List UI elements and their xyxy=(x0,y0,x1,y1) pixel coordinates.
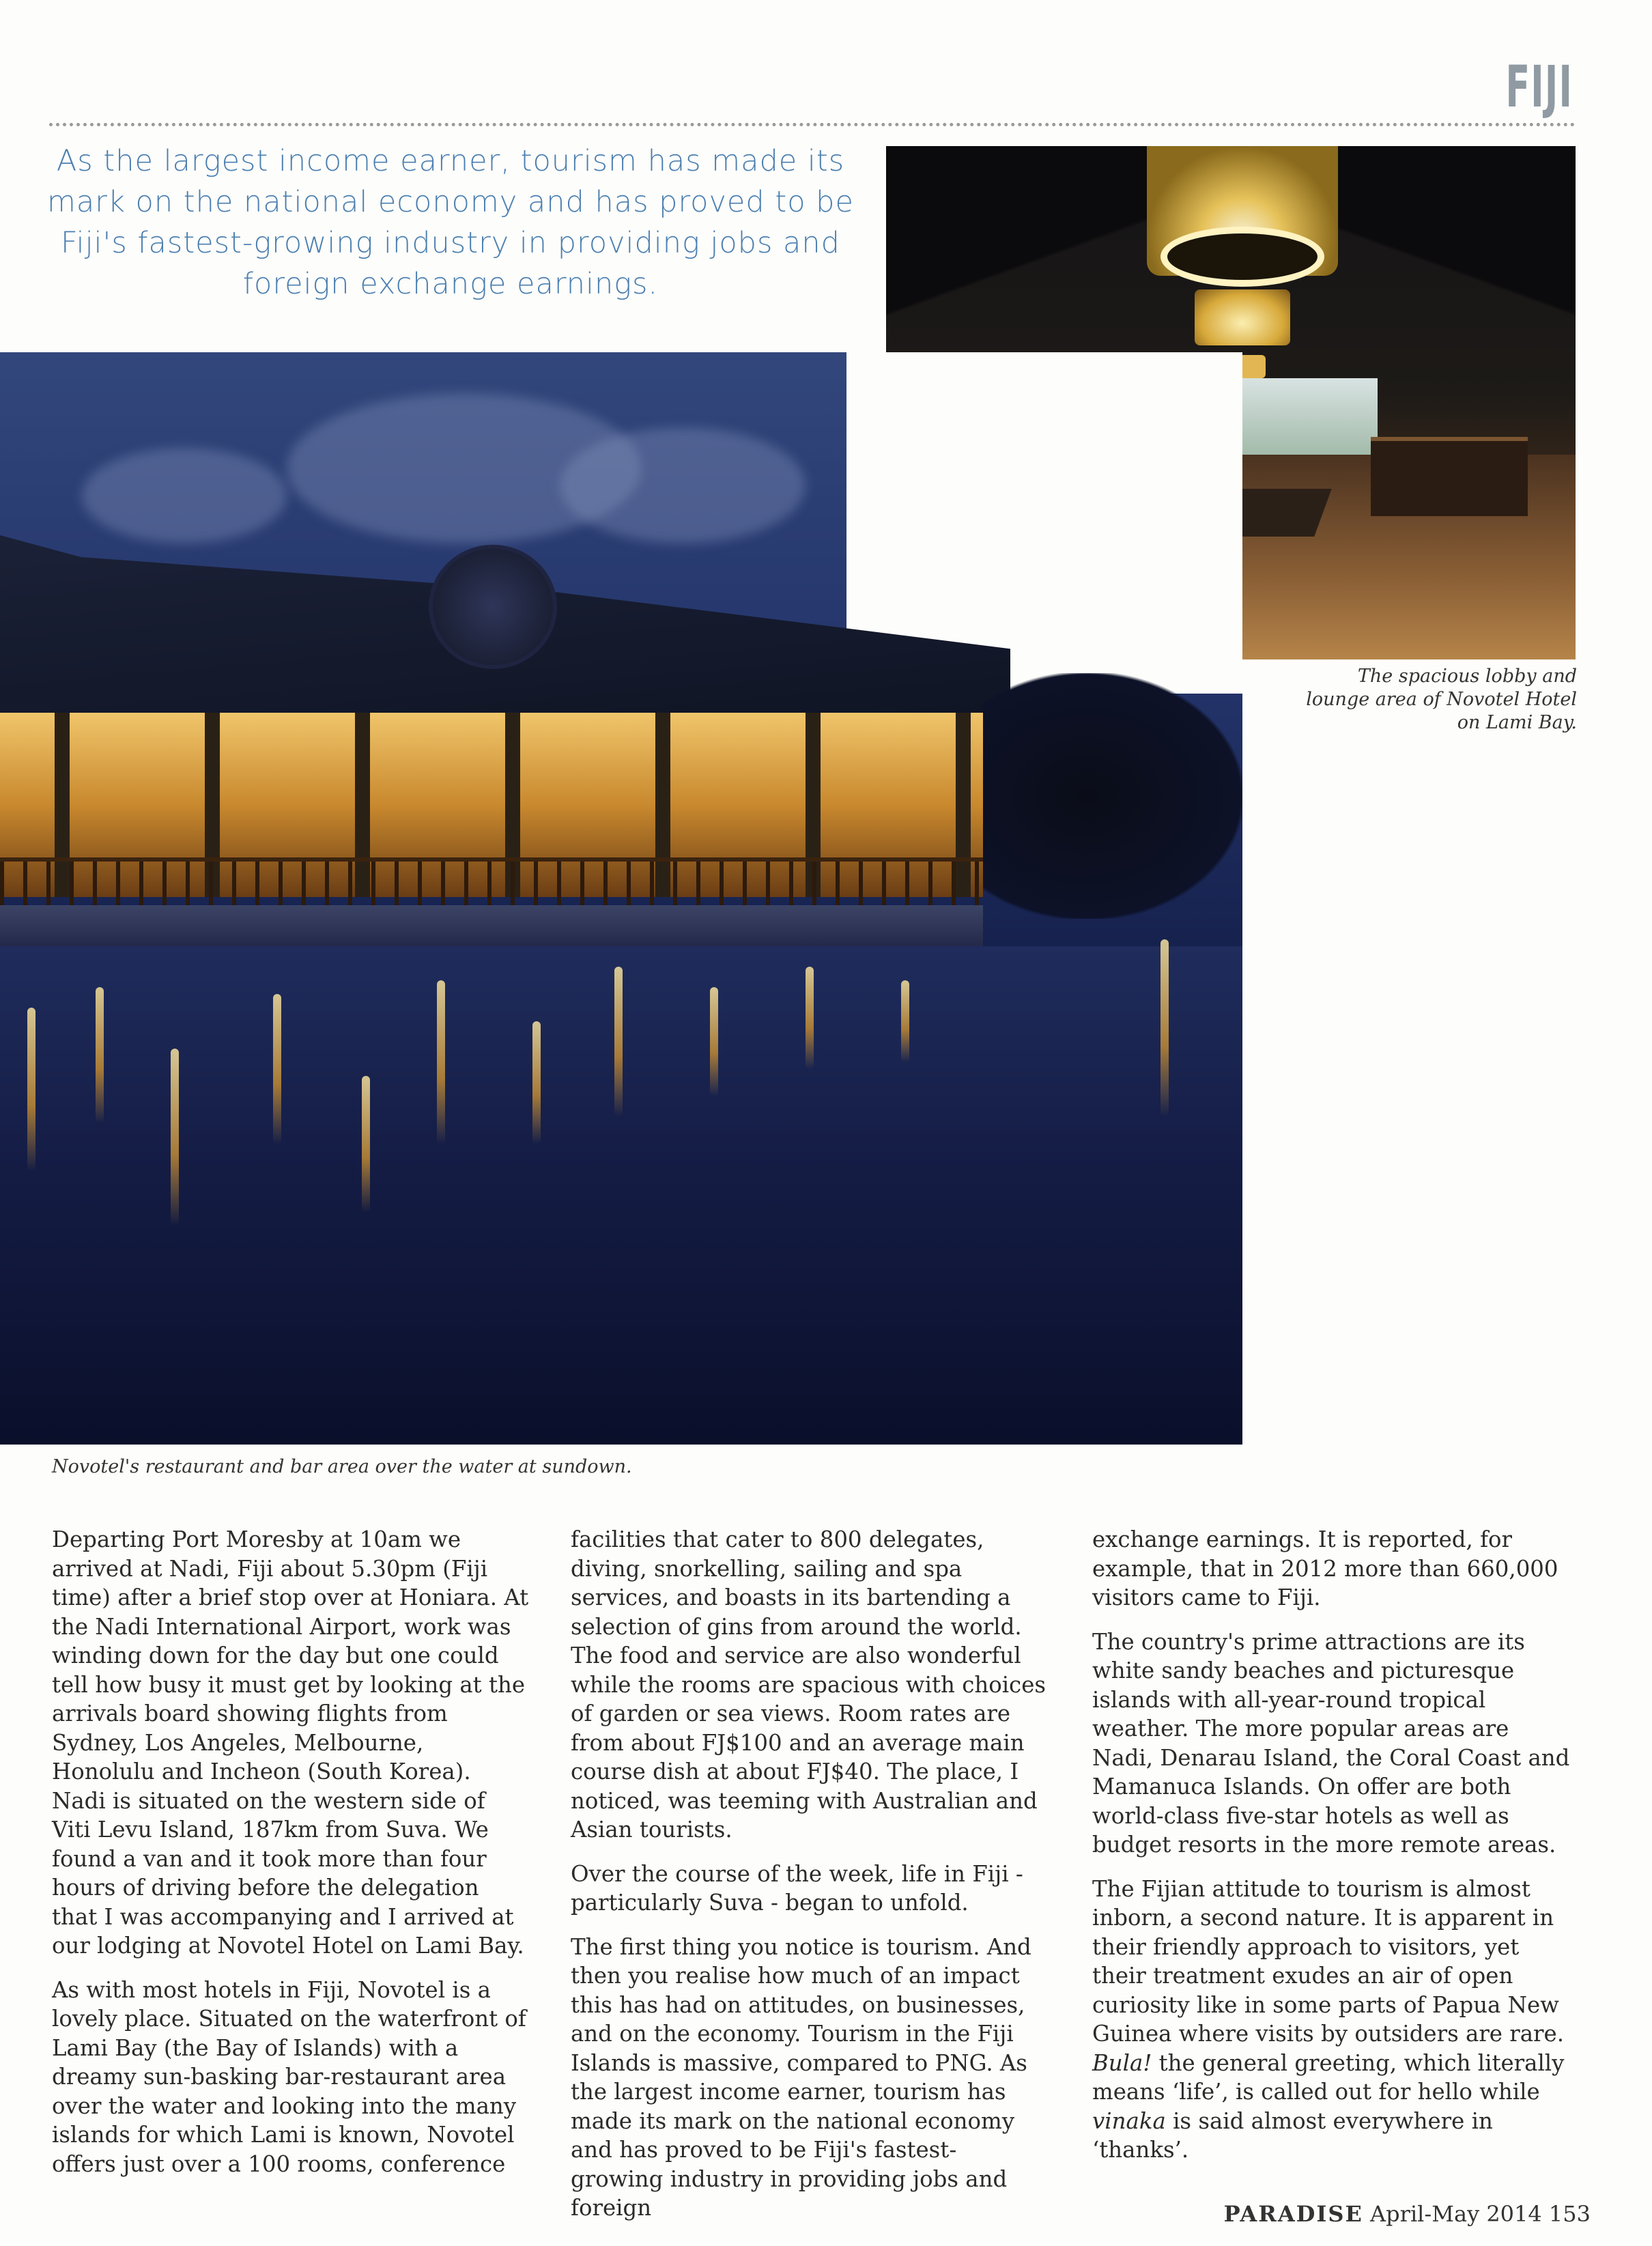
text-run: is said almost everywhere in ‘thanks’. xyxy=(1092,2107,1493,2163)
paragraph: As with most hotels in Fiji, Novotel is a lovely place. Situated on the waterfront of Lami Bay (the Bay of Islands) with a dreamy sun-basking bar-restaurant area over the water and looking into the many islands for which Lami is known, Novotel offers just over a 100 rooms, conference xyxy=(52,1976,526,2177)
header-divider xyxy=(49,123,1576,126)
paragraph: exchange earnings. It is reported, for example, that in 2012 more than 660,000 visitors came to Fiji. xyxy=(1092,1526,1558,1610)
article-column-3 xyxy=(1092,1525,1570,2180)
paragraph xyxy=(1092,1875,1570,2165)
page-number: 153 xyxy=(1548,2201,1591,2227)
italic-term-vinaka: vinaka xyxy=(1092,2107,1166,2134)
section-tag: FIJI xyxy=(1505,53,1573,120)
pull-quote: As the largest income earner, tourism has made its mark on the national economy and has proved to be Fiji's fastest-growing industry in providing jobs and foreign exchange earnings. xyxy=(47,144,854,301)
lobby-photo-caption: The spacious lobby and lounge area of Novotel Hotel on Lami Bay. xyxy=(1306,666,1577,733)
paragraph: Departing Port Moresby at 10am we arrived at Nadi, Fiji about 5.30pm (Fiji time) after a brief stop over at Honiara. At the Nadi International Airport, work was winding down for the day but one could tell how busy it must get by looking at the arrivals board showing flights from Sydney, Los Angeles, Melbourne, Honolulu and Incheon (South Korea). Nadi is situated on the western side of Viti Levu Island, 187km from Suva. We found a van and it took more than four hours of driving before the delegation that I was accompanying and I arrived at our lodging at Novotel Hotel on Lami Bay. xyxy=(52,1526,529,1959)
article-column-2 xyxy=(571,1525,1049,2238)
magazine-name: PARADISE xyxy=(1223,2201,1363,2227)
restaurant-photo-caption: Novotel's restaurant and bar area over the water at sundown. xyxy=(52,1456,632,1477)
text-run: The Fijian attitude to tourism is almost inborn, a second nature. It is apparent in their friendly approach to visitors, yet their treatment exudes an air of open curiosity like in some parts of Papua New Guinea where visits by outsiders are rare. xyxy=(1092,1875,1565,2047)
paragraph: The country's prime attractions are its white sandy beaches and picturesque islands with all-year-round tropical weather. The more popular areas are Nadi, Denarau Island, the Coral Coast and Mamanuca Islands. On offer are both world-class five-star hotels as well as budget resorts in the more remote areas. xyxy=(1092,1628,1570,1858)
paragraph: The first thing you notice is tourism. And then you realise how much of an impact this has had on attitudes, on businesses, and on the economy. Tourism in the Fiji Islands is massive, compared to PNG. As the largest income earner, tourism has made its mark on the national economy and has proved to be Fiji's fastest-growing industry in providing jobs and foreign xyxy=(571,1933,1031,2221)
issue-date: April-May 2014 xyxy=(1370,2201,1542,2227)
page-footer xyxy=(1224,2201,1591,2227)
italic-term-bula: Bula! xyxy=(1092,2049,1152,2076)
text-run: the general greeting, which literally means ‘life’, is called out for hello while xyxy=(1092,2049,1565,2105)
paragraph: Over the course of the week, life in Fiji - particularly Suva - began to unfold. xyxy=(571,1860,1023,1916)
restaurant-photo xyxy=(0,352,1242,1445)
paragraph: facilities that cater to 800 delegates, diving, snorkelling, sailing and spa services, and boasts in its bartending a selection of gins from around the world. The food and service are also wonderful while the rooms are spacious with choices of garden or sea views. Room rates are from about FJ$100 and an average main course dish at about FJ$40. The place, I noticed, was teeming with Australian and Asian tourists. xyxy=(571,1526,1046,1843)
article-column-1 xyxy=(52,1525,530,2193)
